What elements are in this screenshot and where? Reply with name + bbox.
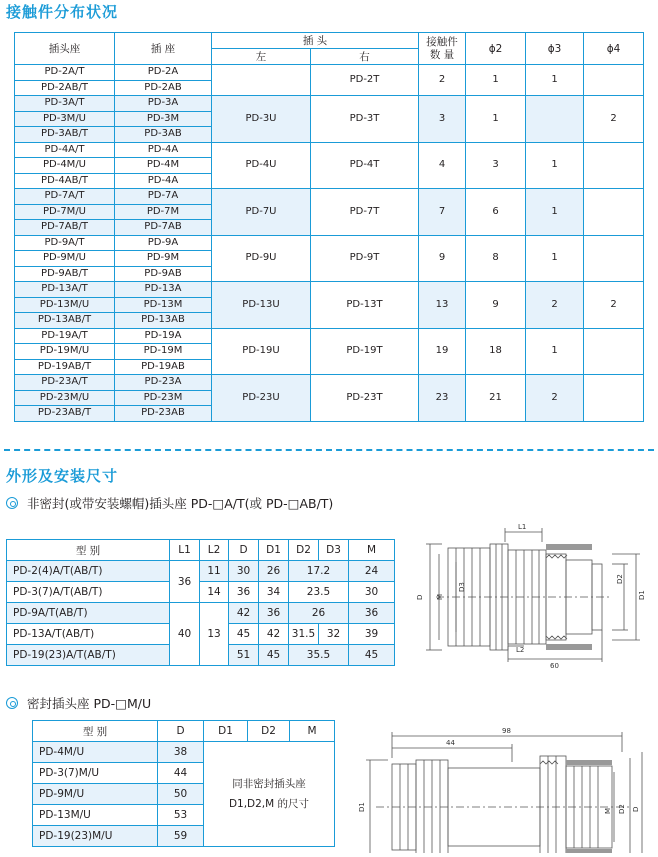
socket-cell: PD-19AB/T xyxy=(15,359,115,375)
t2-col-model: 型 别 xyxy=(7,540,170,561)
phi3-cell: 1 xyxy=(526,328,584,375)
t3-d: 38 xyxy=(158,742,204,763)
plug-right-cell: PD-3T xyxy=(311,96,419,143)
phi4-cell xyxy=(584,142,644,189)
t2-model: PD-9A/T(AB/T) xyxy=(7,603,170,624)
dim-d2: D2 xyxy=(618,804,626,814)
phi2-cell: 18 xyxy=(466,328,526,375)
receptacle-cell: PD-13A xyxy=(115,282,212,298)
dim-d2: D2 xyxy=(616,574,624,584)
contacts-count-cell: 23 xyxy=(419,375,466,422)
section-divider xyxy=(4,449,654,451)
sealed-connector-svg xyxy=(352,722,658,853)
t3-d: 50 xyxy=(158,784,204,805)
plug-left-cell: PD-3U xyxy=(212,96,311,143)
receptacle-cell: PD-19A xyxy=(115,328,212,344)
t3-d: 53 xyxy=(158,805,204,826)
dim-98: 98 xyxy=(502,727,511,735)
t2-col-l2: L2 xyxy=(200,540,229,561)
receptacle-cell: PD-3AB xyxy=(115,127,212,143)
contacts-row xyxy=(15,142,644,158)
t3-model: PD-19(23)M/U xyxy=(33,826,158,847)
contacts-row xyxy=(15,189,644,205)
sealed-connector-drawing xyxy=(352,722,658,853)
socket-cell: PD-4AB/T xyxy=(15,173,115,189)
contacts-count-cell: 7 xyxy=(419,189,466,236)
dim-44: 44 xyxy=(446,739,455,747)
t2-col-d3: D3 xyxy=(319,540,349,561)
receptacle-cell: PD-7M xyxy=(115,204,212,220)
dim-m: M xyxy=(436,593,444,600)
plug-right-cell: PD-2T xyxy=(311,65,419,96)
t2-l2: 11 xyxy=(200,561,229,582)
col-phi3: ϕ3 xyxy=(526,33,584,65)
phi4-cell xyxy=(584,65,644,96)
t3-model: PD-13M/U xyxy=(33,805,158,826)
plug-right-cell: PD-13T xyxy=(311,282,419,329)
t2-d: 30 xyxy=(229,561,259,582)
receptacle-cell: PD-13M xyxy=(115,297,212,313)
col-plug-right: 右 xyxy=(311,49,419,65)
t2-m: 30 xyxy=(349,582,395,603)
phi3-cell: 1 xyxy=(526,142,584,189)
t2-m: 45 xyxy=(349,645,395,666)
col-phi2: ϕ2 xyxy=(466,33,526,65)
t2-d: 42 xyxy=(229,603,259,624)
t3-d: 59 xyxy=(158,826,204,847)
t2-d1: 45 xyxy=(259,645,289,666)
col-phi4: ϕ4 xyxy=(584,33,644,65)
socket-cell: PD-19M/U xyxy=(15,344,115,360)
t2-col-d1: D1 xyxy=(259,540,289,561)
t3-col-m: M xyxy=(290,721,335,742)
phi2-cell: 21 xyxy=(466,375,526,422)
phi3-cell xyxy=(526,96,584,143)
contacts-table xyxy=(14,32,644,422)
socket-cell: PD-3M/U xyxy=(15,111,115,127)
t2-m: 24 xyxy=(349,561,395,582)
dim-l2: L2 xyxy=(516,646,525,654)
socket-cell: PD-19A/T xyxy=(15,328,115,344)
t2-d: 36 xyxy=(229,582,259,603)
plug-left-cell: PD-7U xyxy=(212,189,311,236)
col-socket: 插头座 xyxy=(15,33,115,65)
subsection-unsealed-label: 非密封(或带安装螺帽)插头座 PD-□A/T(或 PD-□AB/T) xyxy=(27,496,334,511)
receptacle-cell: PD-23A xyxy=(115,375,212,391)
phi3-cell: 1 xyxy=(526,65,584,96)
phi4-cell: 2 xyxy=(584,282,644,329)
t2-model: PD-2(4)A/T(AB/T) xyxy=(7,561,170,582)
receptacle-cell: PD-4A xyxy=(115,142,212,158)
t3-col-d2: D2 xyxy=(248,721,290,742)
plug-left-cell: PD-19U xyxy=(212,328,311,375)
receptacle-cell: PD-9M xyxy=(115,251,212,267)
t2-m: 39 xyxy=(349,624,395,645)
receptacle-cell: PD-23M xyxy=(115,390,212,406)
plug-left-cell xyxy=(212,65,311,96)
t2-d1: 42 xyxy=(259,624,289,645)
dim-d1: D1 xyxy=(358,802,366,812)
t2-l2: 13 xyxy=(200,603,229,666)
socket-cell: PD-23M/U xyxy=(15,390,115,406)
socket-cell: PD-7AB/T xyxy=(15,220,115,236)
subsection-unsealed xyxy=(6,494,333,512)
socket-cell: PD-7A/T xyxy=(15,189,115,205)
plug-right-cell: PD-7T xyxy=(311,189,419,236)
col-plug-left: 左 xyxy=(212,49,311,65)
phi2-cell: 1 xyxy=(466,65,526,96)
plug-left-cell: PD-13U xyxy=(212,282,311,329)
socket-cell: PD-3AB/T xyxy=(15,127,115,143)
t2-d: 45 xyxy=(229,624,259,645)
phi2-cell: 1 xyxy=(466,96,526,143)
socket-cell: PD-2A/T xyxy=(15,65,115,81)
t2-col-d2: D2 xyxy=(289,540,319,561)
t2-d2d3: 35.5 xyxy=(289,645,349,666)
t2-model: PD-3(7)A/T(AB/T) xyxy=(7,582,170,603)
receptacle-cell: PD-2AB xyxy=(115,80,212,96)
t2-d1: 36 xyxy=(259,603,289,624)
subsection-sealed-label: 密封插头座 PD-□M/U xyxy=(27,696,152,711)
t3-d: 44 xyxy=(158,763,204,784)
dim-d: D xyxy=(416,594,424,600)
plug-left-cell: PD-23U xyxy=(212,375,311,422)
t3-model: PD-4M/U xyxy=(33,742,158,763)
socket-cell: PD-4A/T xyxy=(15,142,115,158)
t2-d3: 32 xyxy=(319,624,349,645)
dim-d1: D1 xyxy=(638,590,646,600)
plug-right-cell: PD-19T xyxy=(311,328,419,375)
contacts-row xyxy=(15,375,644,391)
contacts-count-cell: 4 xyxy=(419,142,466,189)
plug-right-cell: PD-4T xyxy=(311,142,419,189)
dim-l1: L1 xyxy=(518,523,527,531)
t3-model: PD-9M/U xyxy=(33,784,158,805)
plug-left-cell: PD-4U xyxy=(212,142,311,189)
socket-cell: PD-23A/T xyxy=(15,375,115,391)
unsealed-connector-drawing xyxy=(412,520,658,670)
phi3-cell: 1 xyxy=(526,235,584,282)
t3-note xyxy=(204,742,335,847)
receptacle-cell: PD-9AB xyxy=(115,266,212,282)
section-title-contacts: 接触件分布状况 xyxy=(6,3,119,21)
phi2-cell: 9 xyxy=(466,282,526,329)
receptacle-cell: PD-3M xyxy=(115,111,212,127)
t2-d1: 34 xyxy=(259,582,289,603)
contacts-count-cell: 13 xyxy=(419,282,466,329)
dim-60: 60 xyxy=(550,662,559,670)
phi2-cell: 6 xyxy=(466,189,526,236)
t2-model: PD-19(23)A/T(AB/T) xyxy=(7,645,170,666)
t2-d2d3: 17.2 xyxy=(289,561,349,582)
phi4-cell xyxy=(584,235,644,282)
t2-col-m: M xyxy=(349,540,395,561)
receptacle-cell: PD-7AB xyxy=(115,220,212,236)
unsealed-connector-svg xyxy=(412,520,658,670)
col-plug: 插 头 xyxy=(212,33,419,49)
section-title-dimensions: 外形及安装尺寸 xyxy=(6,467,119,485)
col-contacts-line2: 数 量 xyxy=(429,48,455,61)
contacts-row xyxy=(15,328,644,344)
socket-cell: PD-2AB/T xyxy=(15,80,115,96)
contacts-count-cell: 19 xyxy=(419,328,466,375)
t3-note-line2: D1,D2,M 的尺寸 xyxy=(228,798,310,810)
t2-d1: 26 xyxy=(259,561,289,582)
socket-cell: PD-7M/U xyxy=(15,204,115,220)
plug-right-cell: PD-23T xyxy=(311,375,419,422)
contacts-count-cell: 2 xyxy=(419,65,466,96)
phi4-cell: 2 xyxy=(584,96,644,143)
receptacle-cell: PD-7A xyxy=(115,189,212,205)
phi4-cell xyxy=(584,375,644,422)
subsection-sealed xyxy=(6,694,151,712)
bullet-ring-icon xyxy=(6,497,18,509)
t2-col-d: D xyxy=(229,540,259,561)
t2-d2: 31.5 xyxy=(289,624,319,645)
phi3-cell: 1 xyxy=(526,189,584,236)
t2-m: 36 xyxy=(349,603,395,624)
contacts-count-cell: 9 xyxy=(419,235,466,282)
t3-col-model: 型 别 xyxy=(33,721,158,742)
phi2-cell: 8 xyxy=(466,235,526,282)
t2-l1: 36 xyxy=(170,561,200,603)
phi4-cell xyxy=(584,189,644,236)
socket-cell: PD-9AB/T xyxy=(15,266,115,282)
t3-model: PD-3(7)M/U xyxy=(33,763,158,784)
unsealed-dimensions-table xyxy=(6,539,395,666)
plug-right-cell: PD-9T xyxy=(311,235,419,282)
receptacle-cell: PD-9A xyxy=(115,235,212,251)
receptacle-cell: PD-13AB xyxy=(115,313,212,329)
receptacle-cell: PD-19M xyxy=(115,344,212,360)
dim-d3: D3 xyxy=(458,582,466,592)
contacts-row xyxy=(15,96,644,112)
t2-col-l1: L1 xyxy=(170,540,200,561)
receptacle-cell: PD-3A xyxy=(115,96,212,112)
socket-cell: PD-13A/T xyxy=(15,282,115,298)
socket-cell: PD-4M/U xyxy=(15,158,115,174)
receptacle-cell: PD-4A xyxy=(115,173,212,189)
socket-cell: PD-9M/U xyxy=(15,251,115,267)
receptacle-cell: PD-4M xyxy=(115,158,212,174)
phi4-cell xyxy=(584,328,644,375)
phi3-cell: 2 xyxy=(526,282,584,329)
col-receptacle: 插 座 xyxy=(115,33,212,65)
t2-d2d3: 26 xyxy=(289,603,349,624)
t2-l1: 40 xyxy=(170,603,200,666)
t2-l2: 14 xyxy=(200,582,229,603)
col-contacts xyxy=(419,33,466,65)
t3-col-d1: D1 xyxy=(204,721,248,742)
t3-col-d: D xyxy=(158,721,204,742)
phi2-cell: 3 xyxy=(466,142,526,189)
socket-cell: PD-3A/T xyxy=(15,96,115,112)
receptacle-cell: PD-19AB xyxy=(115,359,212,375)
receptacle-cell: PD-23AB xyxy=(115,406,212,422)
dim-d: D xyxy=(632,806,640,812)
receptacle-cell: PD-2A xyxy=(115,65,212,81)
dim-m: M xyxy=(604,807,612,814)
sealed-dimensions-table xyxy=(32,720,335,847)
contacts-count-cell: 3 xyxy=(419,96,466,143)
t2-model: PD-13A/T(AB/T) xyxy=(7,624,170,645)
socket-cell: PD-13M/U xyxy=(15,297,115,313)
contacts-table-body xyxy=(15,65,644,422)
contacts-row xyxy=(15,282,644,298)
socket-cell: PD-9A/T xyxy=(15,235,115,251)
contacts-row xyxy=(15,235,644,251)
t2-d2d3: 23.5 xyxy=(289,582,349,603)
t3-note-line1: 同非密封插头座 xyxy=(232,778,306,790)
socket-cell: PD-23AB/T xyxy=(15,406,115,422)
bullet-ring-icon xyxy=(6,697,18,709)
socket-cell: PD-13AB/T xyxy=(15,313,115,329)
contacts-row xyxy=(15,65,644,81)
phi3-cell: 2 xyxy=(526,375,584,422)
col-contacts-line1: 接触件 xyxy=(426,35,458,48)
plug-left-cell: PD-9U xyxy=(212,235,311,282)
t2-d: 51 xyxy=(229,645,259,666)
